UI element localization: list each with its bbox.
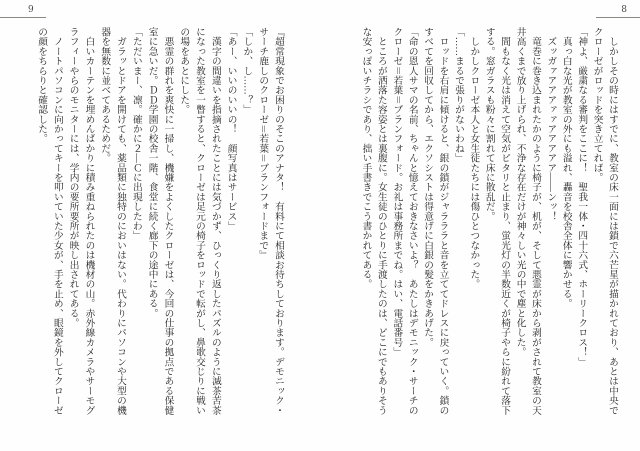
text-line: 竜巻に巻き込まれたかのように椅子が、机が、そして悪霊が床から剥がされて教室の天 [529,27,541,415]
text-line: な安っぽいチラシであり、拙い手書きでこう書かれてある。 [360,27,372,289]
right-page-text [358,27,620,419]
text-line: 「神よ、厳粛なる審判をここに！ 聖我一体・四十六式、ホーリークロス！」 [576,27,588,367]
text-line: すべてを回収してから、エクソシストは得意げに白銀の髪をかきあげた。 [422,27,434,348]
text-line: になった教室を一瞥すると、クローゼは足元の椅子をロッドで転がし、鼻歌交じりに戦い [194,27,206,415]
text-line: ラフィーやらのモニターには、学内の要所要所が映し出されてある。 [67,27,79,328]
text-line: 白いカーテンを埋めんばかりに積み重ねられたのは機材の山。赤外線カメラやサーモグ [83,27,95,415]
left-page-text [33,27,286,419]
text-line: する。窓ガラスも粉々に割れて床に散乱だ。 [483,27,495,221]
text-line: 「命の恩人サマの名前、ちゃんと憶えておきなさいよ？ あたしはデモニック・サーチの [406,27,418,415]
text-line: ズッガァアアアァァアアアアア――ンッ！ [545,27,557,221]
text-line: 『超常現象でお困りのそこのアナタ！ 有料にて相談お待ちしております。デモニック・ [273,27,284,415]
text-line: 真っ白な光が教室の外にも溢れ、轟音を校舎全体に響かせる。 [560,27,572,309]
text-line: 井高くまで放り上げられ、不浄な存在だけが神々しい光の中で塵と化した。 [514,27,526,357]
page-number-right: 8 [621,5,627,15]
text-line: 「あー、いいのいいの！ 顔写真はサービス」 [225,27,237,231]
page-number-rule-left [0,17,46,18]
page-number-left: 9 [28,5,34,15]
text-line: 室に急いだ。ＤＤ学園の校舎一階、食堂に続く廊下の途中にある。 [146,27,158,318]
text-line: ところが洒落た容姿とは裏腹に。女生徒のひとりに手渡したのは、どこにでもありそう [375,27,387,415]
text-line: クローゼがロッドを突き立てれば。 [591,27,603,183]
text-line: サーチ鹿しのクローゼ＝若葉＝ブランフォードまで』 [257,27,269,260]
text-line: しかしクローゼ本人と女生徒たちには傷ひとつなかった。 [468,27,480,289]
text-line: しかしその時にはすでに、教室の床一面には鎖で六芒星が描かれており、あとは中央で [607,27,618,415]
text-line: の顔をちらりと確認した。 [36,27,48,144]
text-line: ガラッとドアを開けても、薬品類に独特のにおいはない。代わりにパソコンや大型の機 [115,27,127,415]
text-line: ロッドを右肩に傾けると、銀の鎖がジャラララと音を立ててドレスに戻っていく。鎖の [437,27,449,415]
text-line: ノートパソコンに向かってキーを叩いていた少女が、手を止め、眼鏡を外してクローゼ [51,27,63,415]
text-line: 悪霊の群れを爽快に一掃し、機嫌をよくしたクローゼは、今回の仕事の拠点である保健 [162,27,174,415]
text-line: クローゼ＝若葉＝ブランフォード。お礼は事務所までね。はい、電話番号」 [391,27,403,357]
text-line: 「しか、し……？」 [241,27,253,115]
text-line: 「……まるで張りがないわね」 [452,27,464,163]
page-number-rule-right [596,17,640,18]
text-line: 器を無数に並べてあるためだ。 [99,27,111,163]
text-line: の場をあとにした。 [178,27,190,115]
text-line: 漢字の間違いを指摘されたことには気づかず、ひっくり返したパズルのように滅茶苦茶 [209,27,221,415]
text-line: 間もなく光は消えて空気がピタリと止まり、蛍光灯の半数近くが椅子やらに紛れて落下 [499,27,511,415]
text-line: 「ただいまー、凛。確かに２―Ｃに出現したわ」 [130,27,142,241]
